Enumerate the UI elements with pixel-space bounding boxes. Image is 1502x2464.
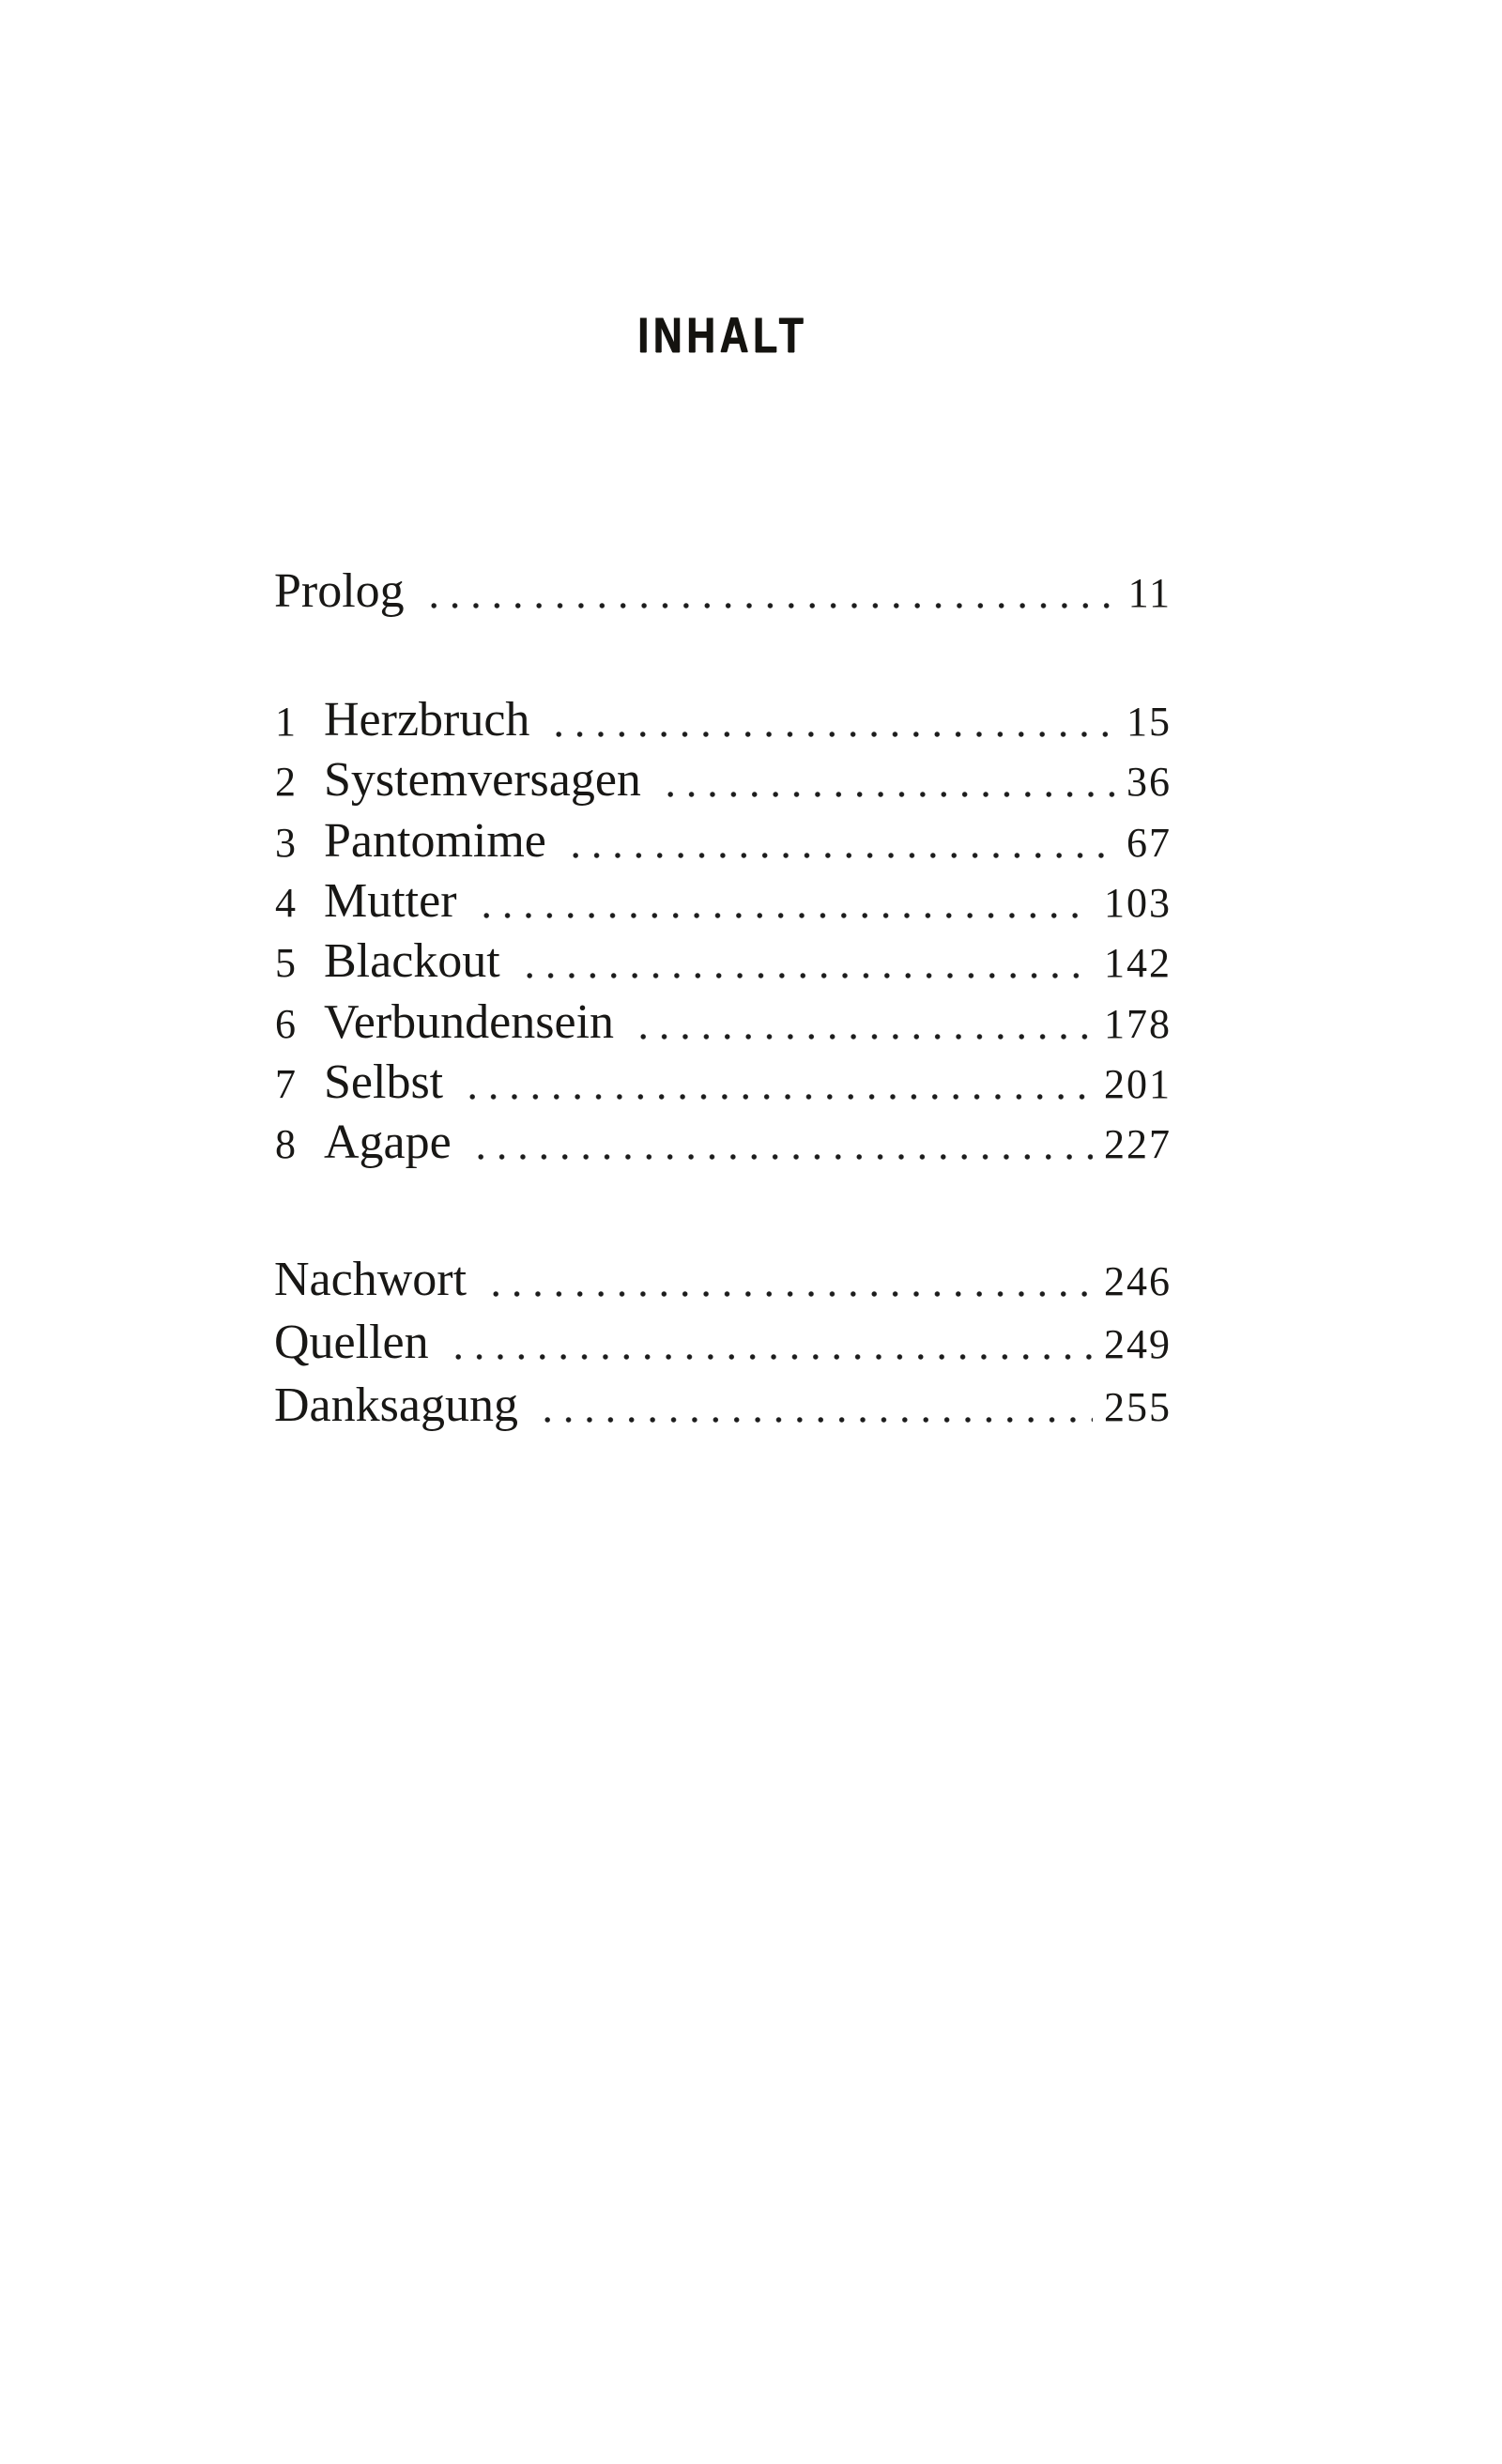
toc-entry-page: 103 [1104, 880, 1172, 926]
toc-entry-page: 67 [1126, 820, 1172, 866]
toc-entry-chapter-7 [274, 1053, 1172, 1113]
toc-entry-prolog [274, 562, 1172, 622]
dot-leader [627, 993, 1093, 1053]
toc-entry-danksagung [274, 1376, 1172, 1436]
toc-entry-title: Mutter [324, 874, 457, 928]
toc-entry-page: 249 [1104, 1321, 1172, 1367]
dot-leader [654, 750, 1115, 810]
toc-entry-quellen [274, 1313, 1172, 1373]
chapter-number: 3 [275, 820, 297, 866]
toc-entry-chapter-2 [274, 750, 1172, 810]
toc-entry-page: 246 [1104, 1258, 1172, 1304]
dot-leader [442, 1313, 1093, 1373]
dot-leader [513, 932, 1093, 992]
dot-leader [559, 811, 1115, 871]
toc-entry-title: Selbst [324, 1055, 444, 1109]
toc-entry-title: Pantomime [324, 814, 546, 868]
dot-leader [456, 1053, 1093, 1113]
dot-leader [465, 1113, 1093, 1173]
toc-entry-chapter-6 [274, 993, 1172, 1053]
toc-entry-page: 142 [1104, 940, 1172, 986]
toc-entry-chapter-3 [274, 811, 1172, 871]
chapter-number: 1 [275, 699, 297, 745]
toc-entry-title: Blackout [324, 934, 500, 988]
toc-entry-page: 255 [1104, 1384, 1172, 1430]
chapter-number: 7 [275, 1061, 297, 1107]
dot-leader [480, 1250, 1093, 1310]
chapter-number: 8 [275, 1121, 297, 1167]
toc-entry-page: 15 [1126, 699, 1172, 745]
toc-entry-title: Nachwort [274, 1253, 467, 1306]
dot-leader [418, 562, 1117, 622]
toc-entry-title: Quellen [274, 1316, 429, 1369]
toc-entry-page: 36 [1126, 759, 1172, 805]
contents-title: INHALT [637, 308, 808, 363]
toc-entry-chapter-1 [274, 690, 1172, 750]
toc-entry-page: 11 [1127, 570, 1172, 616]
dot-leader [531, 1376, 1093, 1436]
toc-entry-page: 201 [1104, 1061, 1172, 1107]
chapter-number: 4 [275, 880, 297, 926]
toc-content-block [274, 0, 1172, 2464]
toc-entry-title: Danksagung [274, 1378, 518, 1432]
toc-entry-title: Herzbruch [324, 693, 530, 747]
toc-entry-nachwort [274, 1250, 1172, 1310]
toc-entry-chapter-8 [274, 1113, 1172, 1173]
toc-entry-chapter-5 [274, 932, 1172, 992]
chapter-number: 5 [275, 940, 297, 986]
chapter-number: 6 [275, 1001, 297, 1047]
toc-entry-page: 227 [1104, 1121, 1172, 1167]
toc-entry-page: 178 [1104, 1001, 1172, 1047]
dot-leader [543, 690, 1115, 750]
toc-entry-title: Verbundensein [324, 995, 615, 1049]
toc-entry-title: Agape [324, 1116, 452, 1169]
toc-entry-title: Systemversagen [324, 753, 641, 807]
chapter-number: 2 [275, 759, 297, 805]
toc-entry-chapter-4 [274, 871, 1172, 932]
toc-entry-title: Prolog [274, 564, 405, 618]
dot-leader [470, 871, 1093, 932]
